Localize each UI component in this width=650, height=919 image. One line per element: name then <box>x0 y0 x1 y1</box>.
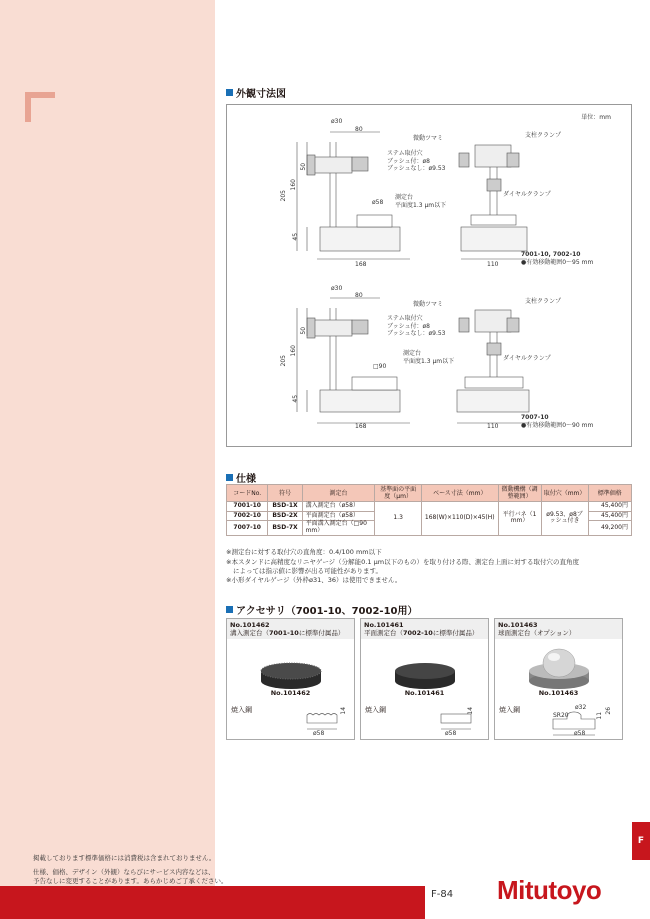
models-text: 7001-10, 7002-10 <box>521 251 581 258</box>
dim-d30: ø30 <box>331 118 343 125</box>
accessory-no: No.101462 <box>230 621 270 629</box>
cell-symbol: BSD-2X <box>268 511 302 521</box>
accessory-desc: 溝入測定台（7001-10に標準付属品） <box>230 629 345 638</box>
note-2: ※本スタンドに高精度なリニヤゲージ（分解能0.1 µm以下のもの）を取り付ける際、測定台上面に対する取付穴の直角度 <box>226 558 580 566</box>
label-dial-clamp: ダイヤルクランプ <box>503 355 551 362</box>
dimensions-section-title <box>226 85 286 100</box>
accessory-model: No.101461 <box>404 689 445 697</box>
dim-sr20: SR20 <box>553 712 569 719</box>
dimension-diagram <box>226 104 632 447</box>
accessory-card-101463 <box>494 618 623 740</box>
footer-change-note-2: 予告なしに変更することがあります。あらかじめご了承ください。 <box>33 877 228 885</box>
bottom-red-bar <box>0 886 425 919</box>
accessory-material: 焼入鋼 <box>231 706 252 714</box>
dimensions-title-text: 外観寸法図 <box>236 89 286 100</box>
dim-45: 45 <box>292 232 300 241</box>
cell-mount: ø9.53、ø8ブッシュ付き <box>541 502 588 535</box>
dim-14: 14 <box>340 706 348 715</box>
spec-table <box>226 484 632 536</box>
dim-d90: □90 <box>373 363 387 370</box>
flatness-text: 平面度1.3 µm以下 <box>403 357 455 365</box>
dim-110: 110 <box>487 423 499 430</box>
col-header: 取付穴（mm） <box>541 485 588 502</box>
table-header-row <box>227 485 632 502</box>
dim-160: 160 <box>289 345 297 357</box>
col-header: 基準面の平面度（µm） <box>375 485 422 502</box>
clamp-knob <box>352 157 368 171</box>
dim-50: 50 <box>300 162 308 171</box>
accessory-model: No.101463 <box>538 689 579 697</box>
accessory-no: No.101461 <box>364 621 404 629</box>
col-header: 標準価格 <box>588 485 631 502</box>
cell-stage: 溝入測定台（ø58） <box>302 502 375 512</box>
model-caption-bottom <box>521 414 593 429</box>
col-header: 微動機構（調整範囲） <box>498 485 541 502</box>
col-header: 測定台 <box>302 485 375 502</box>
table-row <box>227 502 632 512</box>
note-4: ※小形ダイヤルゲージ（外枠ø31、36）は使用できません。 <box>226 576 402 584</box>
cell-stage: 平面溝入測定台（□90 mm） <box>302 521 375 535</box>
label-column-clamp: 支柱クランプ <box>525 298 562 305</box>
stage-text: 測定台 <box>403 350 422 357</box>
accessory-head <box>495 619 622 639</box>
label-dial-clamp: ダイヤルクランプ <box>503 191 551 198</box>
accessory-model: No.101462 <box>270 689 311 697</box>
dim-d30: ø30 <box>331 285 343 292</box>
dim-50: 50 <box>300 326 308 335</box>
section-square-icon <box>226 89 233 96</box>
flat-stage-image <box>361 641 490 691</box>
specs-section-title <box>226 470 256 485</box>
label-fine-knob: 微動ツマミ <box>413 301 444 308</box>
page-number: F-84 <box>431 889 454 900</box>
cell-code: 7001-10 <box>227 502 268 512</box>
cell-stage: 平面測定台（ø58） <box>302 511 375 521</box>
label-stem-hole <box>387 150 446 173</box>
stem-hole-text: ステム取付穴 <box>387 150 423 157</box>
cell-fine: 平行バネ（1 mm） <box>498 502 541 535</box>
grooved-stage-drawing <box>227 701 356 741</box>
section-square-icon <box>226 606 233 613</box>
dim-80: 80 <box>355 126 363 133</box>
grooved-stage-image <box>227 641 356 691</box>
dim-168: 168 <box>355 261 367 268</box>
label-column-clamp: 支柱クランプ <box>525 132 562 139</box>
section-square-icon <box>226 474 233 481</box>
dim-d58: ø58 <box>574 730 586 737</box>
section-tab: F <box>632 822 650 860</box>
unit-label: 単位：mm <box>581 114 611 121</box>
cell-symbol: BSD-1X <box>268 502 302 512</box>
cell-flatness: 1.3 <box>375 502 422 535</box>
cell-price: 45,400円 <box>588 511 631 521</box>
model-caption-top <box>521 251 593 266</box>
accessory-head <box>361 619 488 639</box>
bush-with-text: ブッシュ付：ø8 <box>387 157 430 165</box>
dim-d58: ø58 <box>445 730 457 737</box>
range-text: ●有効移動範囲0〜90 mm <box>521 421 594 429</box>
label-stage <box>395 194 446 209</box>
dim-168: 168 <box>355 423 367 430</box>
note-1: ※測定台に対する取付穴の直角度：0.4/100 mm以下 <box>226 548 382 556</box>
col-header: 符号 <box>268 485 302 502</box>
accessory-title-text: アクセサリ（7001-10、7002-10用） <box>236 606 418 617</box>
dim-d58: ø58 <box>372 199 384 206</box>
dim-45: 45 <box>292 394 300 403</box>
stage-text: 測定台 <box>395 194 414 201</box>
accessory-desc: 球面測定台（オプション） <box>498 629 576 638</box>
range-text: ●有効移動範囲0〜95 mm <box>521 258 594 266</box>
cell-price: 49,200円 <box>588 521 631 535</box>
dim-d58: ø58 <box>313 730 325 737</box>
label-stem-hole <box>387 315 446 338</box>
dim-205: 205 <box>279 190 287 202</box>
note-3: によっては指示値に影響が出る可能性があります。 <box>233 567 382 575</box>
specs-title-text: 仕様 <box>236 474 256 485</box>
footer-change-note-1: 仕様、価格、デザイン（外観）ならびにサービス内容などは、 <box>33 868 215 876</box>
footer-tax-note: 掲載しております標準価格には消費税は含まれておりません。 <box>33 854 216 862</box>
label-stage <box>403 350 454 365</box>
spherical-stage-image <box>495 641 624 691</box>
dim-14: 14 <box>467 706 475 715</box>
dim-205: 205 <box>279 355 287 367</box>
base-block <box>320 227 400 251</box>
accessory-card-101462 <box>226 618 355 740</box>
cell-symbol: BSD-7X <box>268 521 302 535</box>
accessory-material: 焼入鋼 <box>365 706 386 714</box>
col-header: ベース寸法（mm） <box>421 485 498 502</box>
col-header: コードNo. <box>227 485 268 502</box>
dim-110: 110 <box>487 261 499 268</box>
left-margin-band <box>0 0 215 919</box>
bush-with-text: ブッシュ付：ø8 <box>387 322 430 330</box>
dim-160: 160 <box>289 179 297 191</box>
accessory-desc: 平面測定台（7002-10に標準付属品） <box>364 629 479 638</box>
accessory-material: 焼入鋼 <box>499 706 520 714</box>
dim-d32: ø32 <box>575 704 587 711</box>
bush-without-text: ブッシュなし：ø9.53 <box>387 165 446 172</box>
clamp-block <box>312 157 352 173</box>
dim-80: 80 <box>355 292 363 299</box>
dim-11: 11 <box>596 711 604 720</box>
accessory-card-101461 <box>360 618 489 740</box>
label-fine-knob: 微動ツマミ <box>413 135 444 142</box>
dim-26: 26 <box>605 706 613 715</box>
cell-code: 7007-10 <box>227 521 268 535</box>
stage-block <box>357 215 392 227</box>
flatness-text: 平面度1.3 µm以下 <box>395 201 447 209</box>
cell-price: 45,400円 <box>588 502 631 512</box>
models-text: 7007-10 <box>521 414 549 421</box>
accessory-head <box>227 619 354 639</box>
cell-base: 168(W)×110(D)×45(H) <box>421 502 498 535</box>
cell-code: 7002-10 <box>227 511 268 521</box>
fine-knob <box>307 155 315 175</box>
corner-mark <box>25 92 55 122</box>
stem-hole-text: ステム取付穴 <box>387 315 423 322</box>
accessory-no: No.101463 <box>498 621 538 629</box>
brand-logo: Mitutoyo <box>497 875 602 905</box>
bush-without-text: ブッシュなし：ø9.53 <box>387 330 446 337</box>
accessory-section-title <box>226 602 418 617</box>
